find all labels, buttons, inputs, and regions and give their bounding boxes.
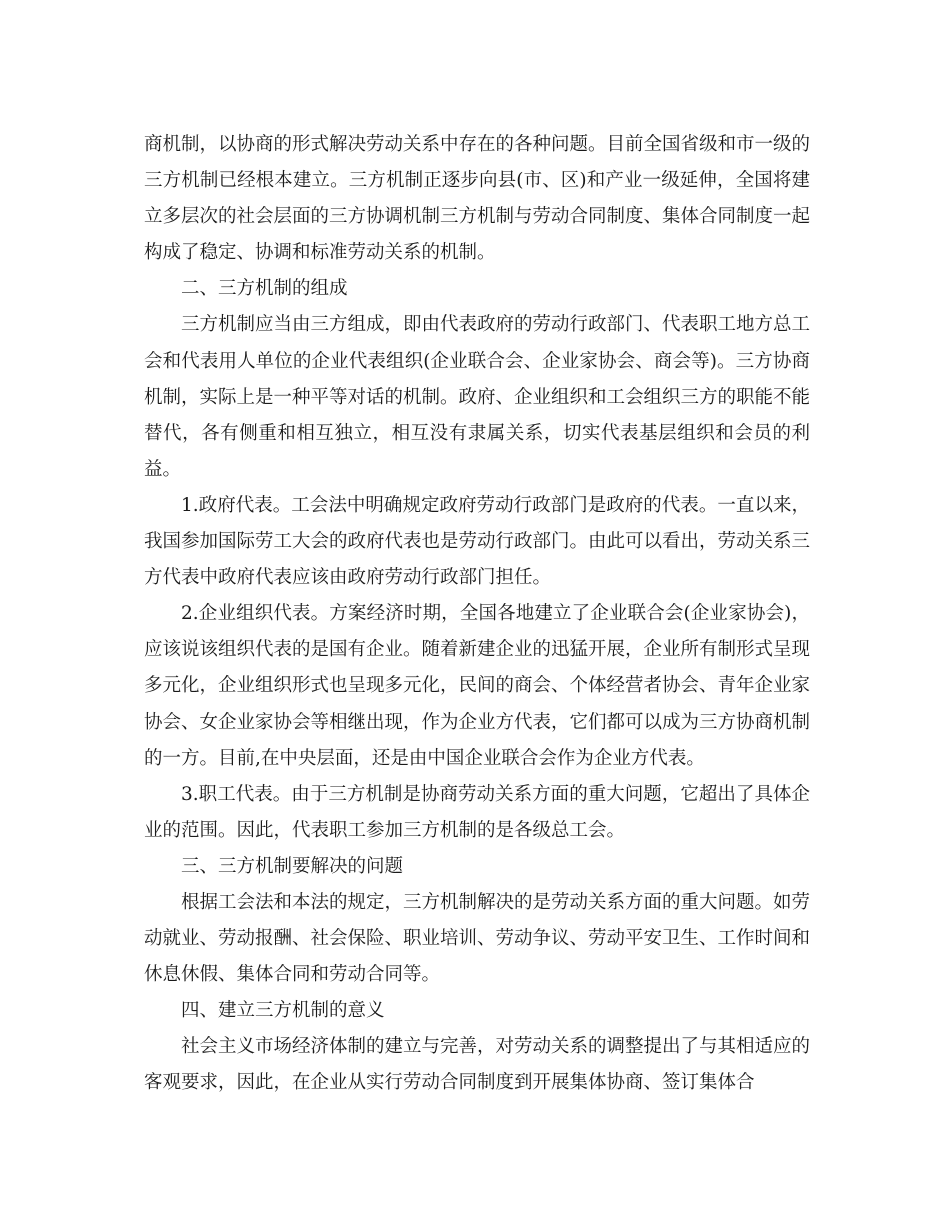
paragraph-composition: 三方机制应当由三方组成，即由代表政府的劳动行政部门、代表职工地方总工会和代表用人单位的企业代表组织(企业联合会、企业家协会、商会等)。三方协商机制，实际上是一种平等对话的机制。政府、企业组织和工会组织三方的职能不能替代，各有侧重和相互独立，相互没有隶属关系，切实代表基层组织和会员的利益。 (144, 314, 811, 480)
paragraph-continuation: 商机制，以协商的形式解决劳动关系中存在的各种问题。目前全国省级和市一级的三方机制已经根本建立。三方机制正逐步向县(市、区)和产业一级延伸，全国将建立多层次的社会层面的三方协调机制三方机制与劳动合同制度、集体合同制度一起构成了稳定、协调和标准劳动关系的机制。 (144, 134, 811, 264)
section-heading-issues: 三、三方机制要解决的问题 (181, 855, 404, 877)
paragraph-enterprise-rep: 2.企业组织代表。方案经济时期，全国各地建立了企业联合会(企业家协会)，应该说该组织代表的是国有企业。随着新建企业的迅猛开展，企业所有制形式呈现多元化，企业组织形式也呈现多元化，民间的商会、个体经营者协会、青年企业家协会、女企业家协会等相继出现，作为企业方代表，它们都可以成为三方协商机制的一方。目前,在中央层面，还是由中国企业联合会作为企业方代表。 (144, 603, 811, 769)
paragraph-significance: 社会主义市场经济体制的建立与完善，对劳动关系的调整提出了与其相适应的客观要求，因此，在企业从实行劳动合同制度到开展集体协商、签订集体合 (144, 1036, 811, 1094)
section-heading-composition: 二、三方机制的组成 (181, 278, 348, 300)
paragraph-government-rep: 1.政府代表。工会法中明确规定政府劳动行政部门是政府的代表。一直以来，我国参加国际劳工大会的政府代表也是劳动行政部门。由此可以看出，劳动关系三方代表中政府代表应该由政府劳动行政部门担任。 (144, 494, 811, 589)
paragraph-worker-rep: 3.职工代表。由于三方机制是协商劳动关系方面的重大问题，它超出了具体企业的范围。因此，代表职工参加三方机制的是各级总工会。 (144, 783, 810, 841)
paragraph-issues: 根据工会法和本法的规定，三方机制解决的是劳动关系方面的重大问题。如劳动就业、劳动报酬、社会保险、职业培训、劳动争议、劳动平安卫生、工作时间和休息休假、集体合同和劳动合同等。 (144, 891, 811, 986)
document-body (144, 127, 810, 1102)
section-heading-significance: 四、建立三方机制的意义 (181, 1000, 385, 1022)
